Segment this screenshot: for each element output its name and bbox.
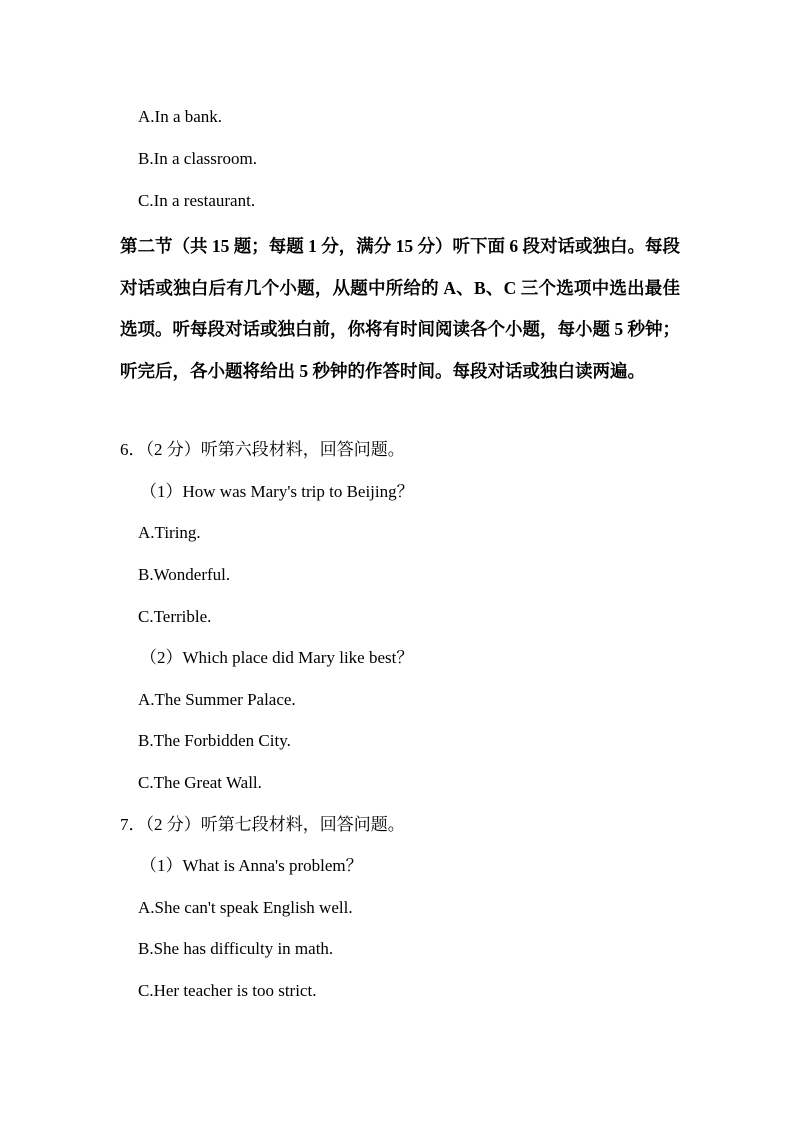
question-7-1-option-c: C.Her teacher is too strict. [138,981,317,1000]
question-6-2-option-b: B.The Forbidden City. [138,731,291,750]
option-b: B.In a classroom. [138,149,257,168]
question-7-1-option-a: A.She can't speak English well. [138,898,353,917]
question-6-2-option-c: C.The Great Wall. [138,773,262,792]
question-7-1-text: （1）What is Anna's problem？ [140,856,363,875]
question-7-1-option-b: B.She has difficulty in math. [138,939,334,958]
question-6-header: 6．（2 分）听第六段材料，回答问题。 [120,440,405,459]
question-6-1-text: （1）How was Mary's trip to Beijing？ [140,482,414,501]
option-a: A.In a bank. [138,107,223,126]
question-6-1-option-a: A.Tiring. [138,523,201,542]
option-c: C.In a restaurant. [138,191,256,210]
question-6-1-option-b: B.Wonderful. [138,565,231,584]
section2-instructions: 第二节（共 15 题；每题 1 分，满分 15 分）听下面 6 段对话或独白。每段对话或独白后有几个小题，从题中所给的 A、B、C 三个选项中选出最佳选项。听每段对话或独白前，你将有时间阅读各个小题，每小题 5 秒钟；听完后，各小题将给出 5 秒钟的作答时间。每段对话或独白读两遍。 [120,236,680,382]
question-6-1-option-c: C.Terrible. [138,607,212,626]
question-6-2-text: （2）Which place did Mary like best？ [140,648,414,667]
question-7-header: 7．（2 分）听第七段材料，回答问题。 [120,815,405,834]
question-6-2-option-a: A.The Summer Palace. [138,690,296,709]
